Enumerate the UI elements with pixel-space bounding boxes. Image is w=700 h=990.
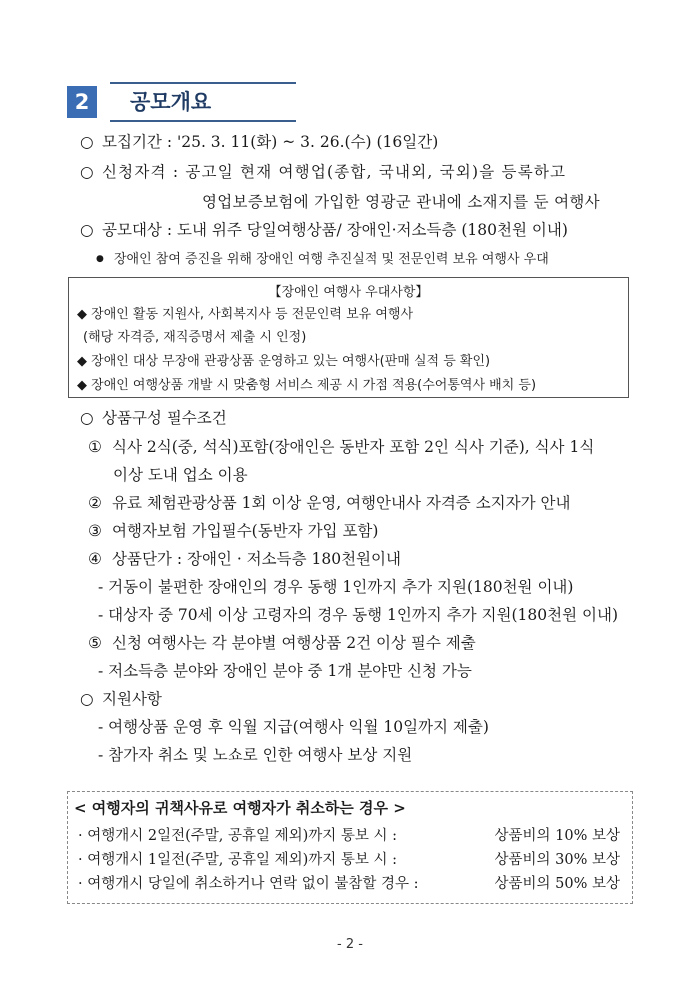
- preference-row: ◆ 장애인 활동 지원사, 사회복지사 등 전문인력 보유 여행사: [77, 307, 414, 322]
- requirements-heading: [80, 407, 227, 429]
- preference-box: [68, 277, 629, 398]
- cancellation-condition: · 여행개시 당일에 취소하거나 연락 없이 불참할 경우 :: [78, 876, 419, 892]
- support-note: - 여행상품 운영 후 익월 지급(여행사 익월 10일까지 제출): [98, 718, 489, 736]
- num-1-icon: ①: [88, 438, 102, 456]
- cancellation-box-title: < 여행자의 귀책사유로 여행자가 취소하는 경우 >: [74, 799, 406, 817]
- cancellation-compensation: 상품비의 50% 보상: [494, 876, 620, 892]
- requirement-5-note: - 저소득층 분야와 장애인 분야 중 1개 분야만 신청 가능: [98, 662, 472, 680]
- page-number: - 2 -: [337, 937, 363, 952]
- target-subnote-text: 장애인 참여 증진을 위해 장애인 여행 추진실적 및 전문인력 보유 여행사 우대: [114, 252, 549, 267]
- cancellation-box: [67, 791, 633, 904]
- cancellation-compensation: 상품비의 30% 보상: [494, 852, 620, 868]
- preference-row: ◆ 장애인 여행상품 개발 시 맞춤형 서비스 제공 시 가점 적용(수어통역사 배치 등): [77, 378, 537, 393]
- dot-bullet-icon: ●: [96, 254, 104, 264]
- cancellation-compensation: 상품비의 10% 보상: [494, 828, 620, 844]
- requirement-5-text: 신청 여행사는 각 분야별 여행상품 2건 이상 필수 제출: [112, 634, 476, 652]
- requirement-item-1-cont: [113, 464, 248, 486]
- eligibility-line2: [202, 191, 600, 213]
- recruitment-period-text: 모집기간 : '25. 3. 11(화) ~ 3. 26.(수) (16일간): [102, 133, 439, 151]
- requirement-2-text: 유료 체험관광상품 1회 이상 운영, 여행안내사 자격증 소지자가 안내: [112, 494, 571, 512]
- target-subnote: [96, 248, 549, 271]
- section-number-badge: 2: [67, 86, 97, 118]
- circle-bullet-icon: ○: [80, 409, 94, 427]
- eligibility-text-line2: 영업보증보험에 가입한 영광군 관내에 소재지를 둔 여행사: [202, 193, 600, 211]
- num-4-icon: ④: [88, 550, 102, 568]
- contest-target: [80, 219, 568, 241]
- cancellation-condition: · 여행개시 2일전(주말, 공휴일 제외)까지 통보 시 :: [78, 828, 398, 844]
- circle-bullet-icon: ○: [80, 690, 94, 708]
- cancellation-row: [78, 872, 620, 893]
- circle-bullet-icon: ○: [80, 133, 94, 151]
- requirement-1-text: 식사 2식(중, 석식)포함(장애인은 동반자 포함 2인 식사 기준), 식사 1식: [112, 438, 595, 456]
- requirement-4-note: - 거동이 불편한 장애인의 경우 동행 1인까지 추가 지원(180천원 이내): [98, 578, 574, 596]
- requirement-item-2: [88, 492, 570, 514]
- num-2-icon: ②: [88, 494, 102, 512]
- requirement-4-text: 상품단가 : 장애인 · 저소득층 180천원이내: [112, 550, 401, 568]
- num-3-icon: ③: [88, 522, 102, 540]
- section-title: 공모개요: [110, 82, 296, 122]
- support-heading: [80, 688, 162, 710]
- cancellation-condition: · 여행개시 1일전(주말, 공휴일 제외)까지 통보 시 :: [78, 852, 398, 868]
- requirement-4-note: - 대상자 중 70세 이상 고령자의 경우 동행 1인까지 추가 지원(180천원 이내): [98, 606, 618, 624]
- recruitment-period: [80, 131, 438, 153]
- preference-box-title: 【장애인 여행사 우대사항】: [268, 285, 429, 300]
- requirement-1-text-cont: 이상 도내 업소 이용: [113, 466, 248, 484]
- requirement-3-text: 여행자보험 가입필수(동반자 가입 포함): [112, 522, 379, 540]
- circle-bullet-icon: ○: [80, 221, 94, 239]
- requirement-item-1: [88, 436, 594, 458]
- circle-bullet-icon: ○: [80, 163, 94, 181]
- cancellation-row: [78, 824, 620, 845]
- eligibility: [80, 161, 632, 183]
- requirements-heading-text: 상품구성 필수조건: [102, 409, 227, 427]
- contest-target-text: 공모대상 : 도내 위주 당일여행상품/ 장애인·저소득층 (180천원 이내): [102, 221, 568, 239]
- requirement-item-3: [88, 520, 378, 542]
- requirement-item-5: [88, 632, 476, 654]
- num-5-icon: ⑤: [88, 634, 102, 652]
- eligibility-text-line1: 신청자격 : 공고일 현재 여행업(종합, 국내외, 국외)을 등록하고: [102, 163, 567, 181]
- requirement-item-4: [88, 548, 401, 570]
- support-heading-text: 지원사항: [102, 690, 162, 708]
- support-note: - 참가자 취소 및 노쇼로 인한 여행사 보상 지원: [98, 746, 413, 764]
- cancellation-row: [78, 848, 620, 869]
- preference-row: ◆ 장애인 대상 무장애 관광상품 운영하고 있는 여행사(판매 실적 등 확인): [77, 354, 491, 369]
- preference-row: (해당 자격증, 재직증명서 제출 시 인정): [83, 330, 307, 345]
